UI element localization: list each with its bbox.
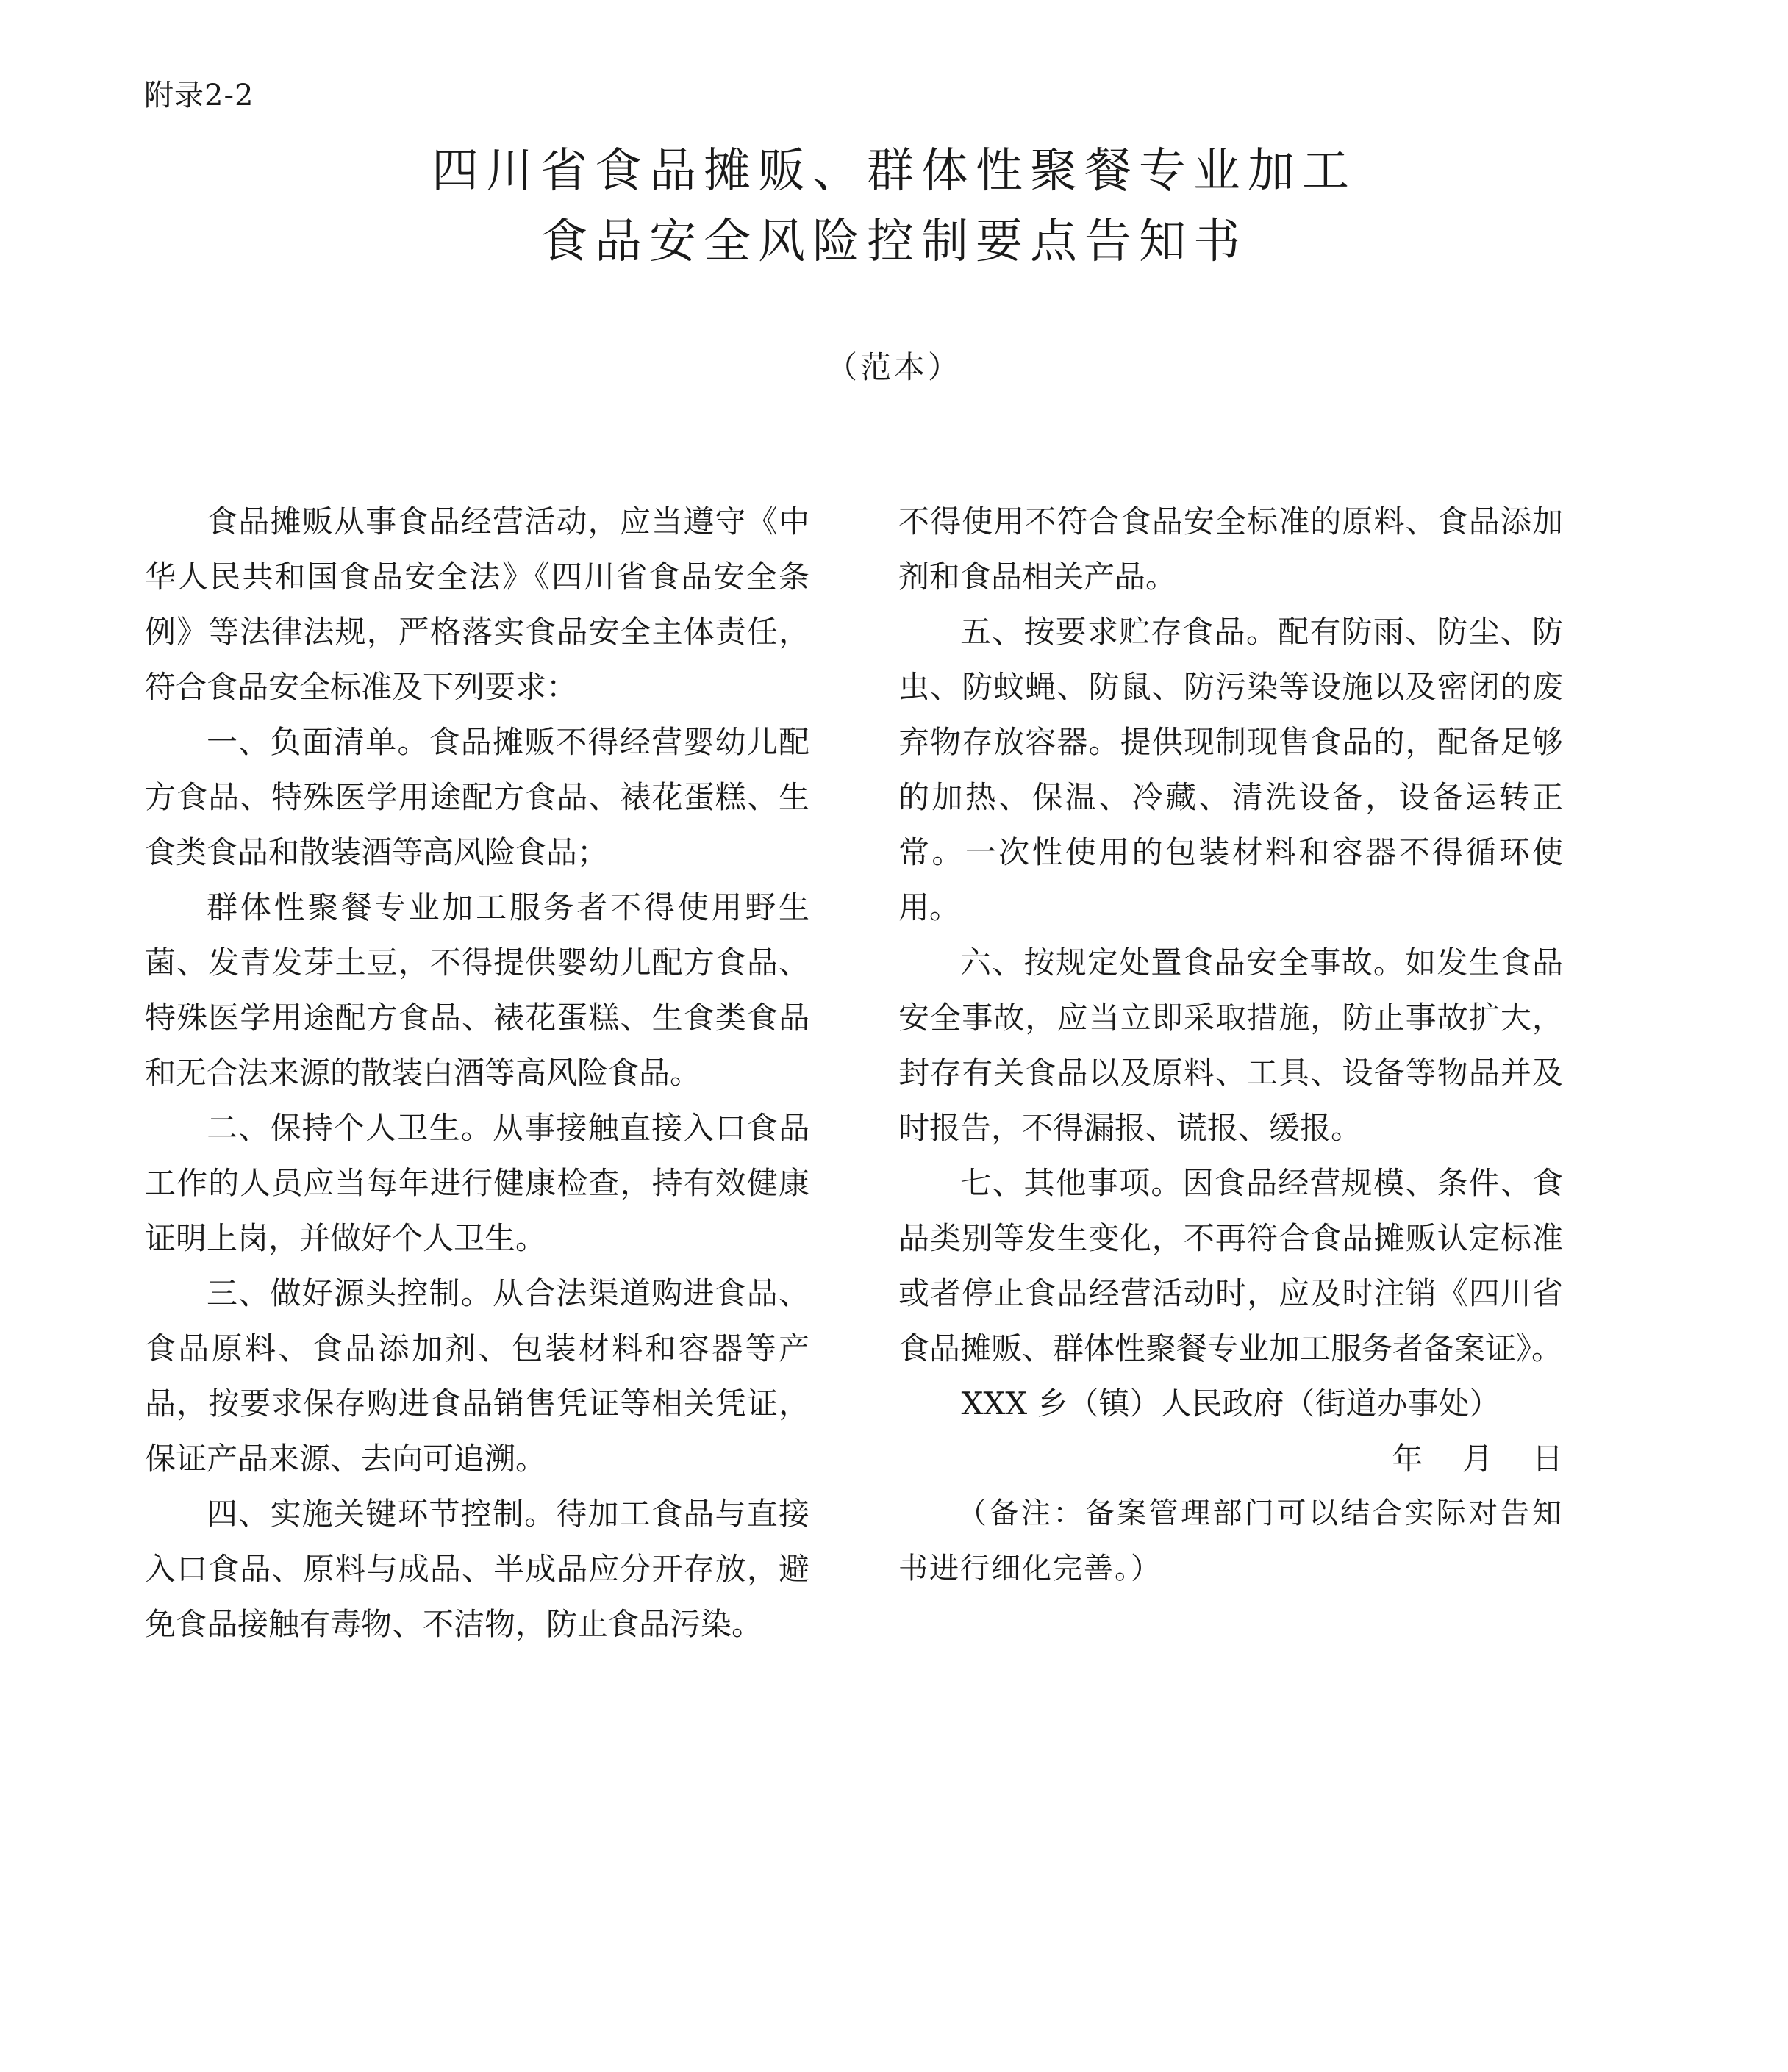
section-4-paragraph: 四、实施关键环节控制。待加工食品与直接入口食品、原料与成品、半成品应分开存放，避免食品接触有毒物、不洁物，防止食品污染。 [145, 1496, 809, 1642]
section-1-continued-paragraph: 群体性聚餐专业加工服务者不得使用野生菌、发青发芽土豆，不得提供婴幼儿配方食品、特殊医学用途配方食品、裱花蛋糕、生食类食品和无合法来源的散装白酒等高风险食品。 [145, 889, 809, 1091]
signature-line: XXX 乡（镇）人民政府（街道办事处） [961, 1385, 1501, 1422]
document-title-line-1: 四川省食品摊贩、群体性聚餐专业加工 [432, 144, 1356, 198]
section-2-paragraph: 二、保持个人卫生。从事接触直接入口食品工作的人员应当每年进行健康检查，持有效健康证明上岗，并做好个人卫生。 [145, 1110, 809, 1256]
date-line: 年 月 日 [1392, 1441, 1563, 1477]
document-subtitle: （范本） [826, 349, 962, 385]
right-column [898, 494, 1563, 1596]
section-1-paragraph: 一、负面清单。食品摊贩不得经营婴幼儿配方食品、特殊医学用途配方食品、裱花蛋糕、生食类食品和散装酒等高风险食品； [145, 724, 809, 870]
section-4-continued-paragraph: 不得使用不符合食品安全标准的原料、食品添加剂和食品相关产品。 [898, 503, 1563, 595]
section-5-paragraph: 五、按要求贮存食品。配有防雨、防尘、防虫、防蚊蝇、防鼠、防污染等设施以及密闭的废弃物存放容器。提供现制现售食品的，配备足够的加热、保温、冷藏、清洗设备，设备运转正常。一次性使用的包装材料和容器不得循环使用。 [898, 614, 1563, 925]
section-3-paragraph: 三、做好源头控制。从合法渠道购进食品、食品原料、食品添加剂、包装材料和容器等产品，按要求保存购进食品销售凭证等相关凭证，保证产品来源、去向可追溯。 [145, 1275, 809, 1477]
section-6-paragraph: 六、按规定处置食品安全事故。如发生食品安全事故，应当立即采取措施，防止事故扩大，封存有关食品以及原料、工具、设备等物品并及时报告，不得漏报、谎报、缓报。 [898, 944, 1563, 1146]
appendix-label: 附录2-2 [144, 79, 254, 112]
remark-note: （备注：备案管理部门可以结合实际对告知书进行细化完善。） [898, 1496, 1563, 1585]
left-column [145, 494, 809, 1652]
section-7-paragraph: 七、其他事项。因食品经营规模、条件、食品类别等发生变化，不再符合食品摊贩认定标准或者停止食品经营活动时，应及时注销《四川省食品摊贩、群体性聚餐专业加工服务者备案证》。 [898, 1165, 1563, 1366]
intro-paragraph: 食品摊贩从事食品经营活动，应当遵守《中华人民共和国食品安全法》《四川省食品安全条例》等法律法规，严格落实食品安全主体责任，符合食品安全标准及下列要求： [145, 503, 809, 705]
document-title-line-2: 食品安全风险控制要点告知书 [540, 215, 1248, 269]
